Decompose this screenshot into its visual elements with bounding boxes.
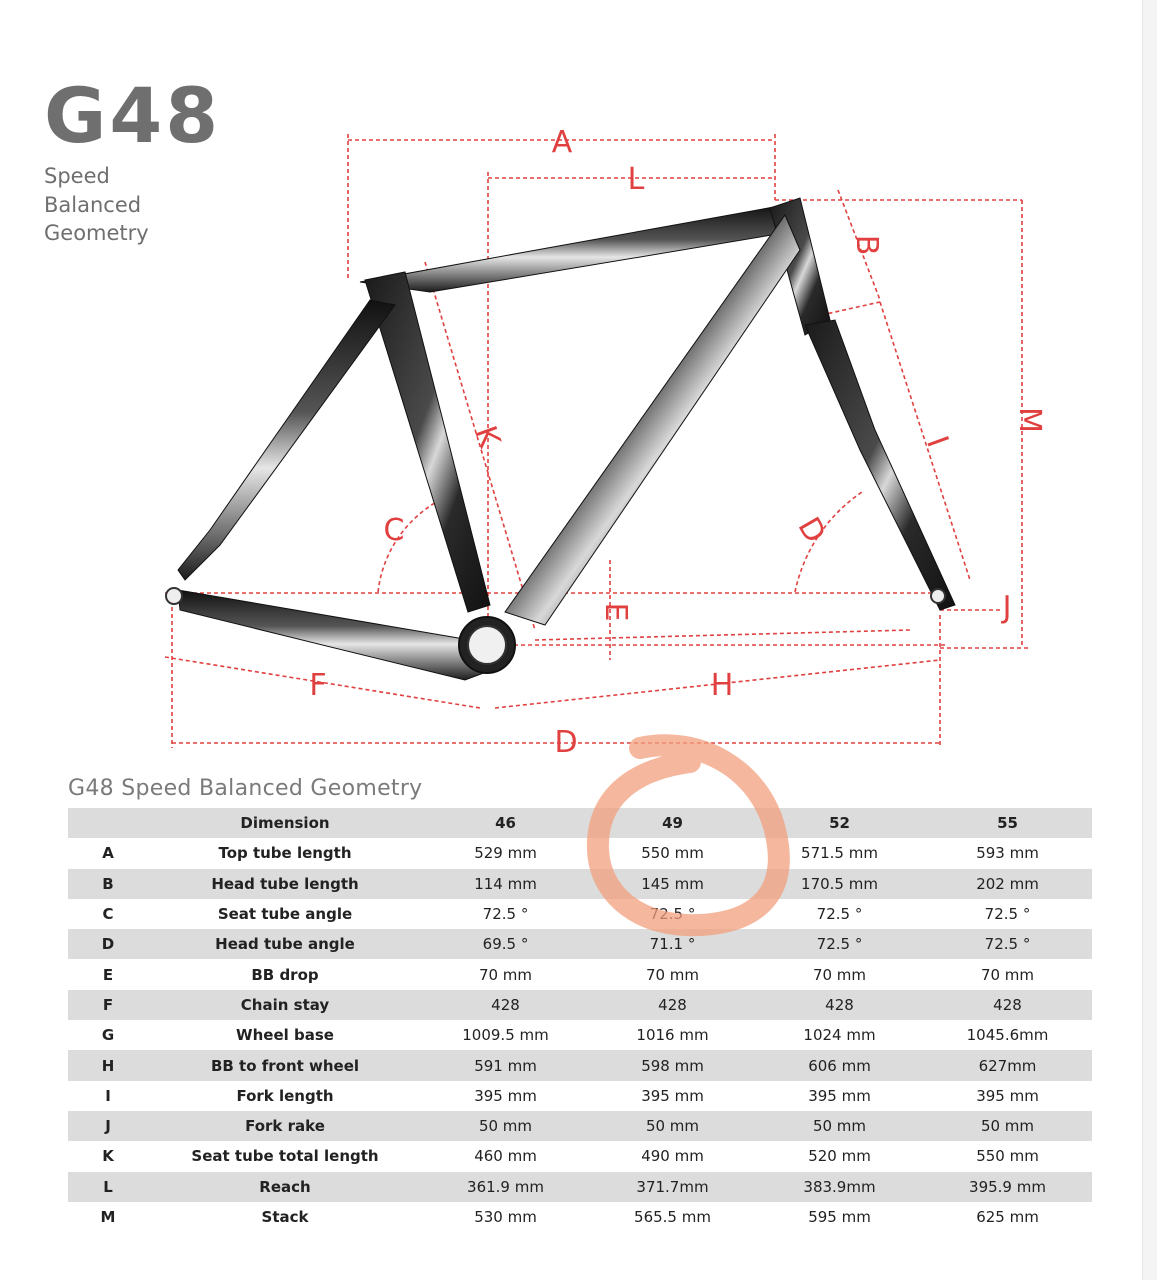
table-row [68, 838, 1092, 868]
row-dimension: Reach [148, 1172, 422, 1202]
row-code: C [102, 905, 114, 924]
row-dimension: Head tube length [148, 869, 422, 899]
dim-label-d-angle: D [790, 511, 833, 550]
row-value: 70 mm [645, 965, 700, 984]
row-value: 529 mm [474, 844, 537, 863]
table-row [68, 1111, 1092, 1141]
row-value: 50 mm [422, 1111, 589, 1141]
row-value: 170.5 mm [756, 869, 923, 899]
row-value: 428 [756, 990, 923, 1020]
row-value: 428 [589, 990, 756, 1020]
row-value: 145 mm [589, 869, 756, 899]
table-row [68, 1081, 1092, 1111]
row-value: 395 mm [474, 1086, 537, 1105]
row-value: 550 mm [641, 844, 704, 863]
row-value: 383.9mm [756, 1172, 923, 1202]
dim-label-m: M [1012, 407, 1047, 433]
row-dimension: BB drop [251, 965, 319, 984]
row-value: 70 mm [478, 965, 533, 984]
row-code: F [68, 990, 148, 1020]
row-value: 490 mm [641, 1147, 704, 1166]
table-title: G48 Speed Balanced Geometry [68, 776, 423, 801]
dim-label-j: J [1002, 590, 1012, 625]
frame-geometry-diagram [0, 100, 1157, 780]
row-dimension: Head tube angle [148, 929, 422, 959]
row-dimension: Seat tube angle [217, 905, 353, 924]
table-row [68, 959, 1092, 989]
row-value: 530 mm [474, 1208, 537, 1226]
row-value: 72.5 ° [923, 929, 1092, 959]
table-row [68, 1202, 1092, 1232]
row-value: 595 mm [808, 1208, 871, 1226]
row-value: 593 mm [976, 844, 1039, 863]
row-value: 591 mm [422, 1050, 589, 1080]
brand-subtitle-line: Balanced [44, 192, 142, 217]
brand-subtitle-line: Geometry [44, 221, 149, 245]
row-code: J [68, 1111, 148, 1141]
row-code: D [68, 929, 148, 959]
row-value: 1016 mm [636, 1026, 709, 1045]
dim-label-h: H [710, 668, 734, 703]
row-value: 395 mm [808, 1086, 871, 1105]
dim-label-l: L [627, 162, 645, 197]
row-value: 71.1 ° [589, 929, 756, 959]
row-value: 50 mm [923, 1111, 1092, 1141]
table-header-row [68, 808, 1092, 838]
row-code: M [100, 1208, 116, 1226]
row-code: A [102, 844, 114, 863]
row-value: 202 mm [923, 869, 1092, 899]
row-value: 395 mm [976, 1086, 1039, 1105]
row-dimension: Fork length [236, 1086, 334, 1105]
dim-label-k: K [467, 421, 507, 452]
row-code: H [68, 1050, 148, 1080]
row-code: I [105, 1086, 111, 1105]
table-row [68, 1020, 1092, 1050]
row-value: 550 mm [976, 1147, 1039, 1166]
row-value: 70 mm [980, 965, 1035, 984]
row-value: 371.7mm [589, 1172, 756, 1202]
row-value: 72.5 ° [984, 905, 1031, 924]
row-value: 565.5 mm [634, 1208, 711, 1226]
row-value: 1045.6mm [966, 1026, 1049, 1045]
row-value: 72.5 ° [756, 929, 923, 959]
dim-label-a: A [551, 125, 573, 160]
row-value: 625 mm [976, 1208, 1039, 1226]
row-value: 50 mm [756, 1111, 923, 1141]
row-dimension: Wheel base [236, 1026, 334, 1045]
row-value: 395 mm [641, 1086, 704, 1105]
row-value: 571.5 mm [801, 844, 878, 863]
row-code: K [102, 1147, 114, 1166]
row-value: 627mm [923, 1050, 1092, 1080]
row-value: 1009.5 mm [462, 1026, 549, 1045]
row-value: 72.5 ° [816, 905, 863, 924]
row-value: 520 mm [808, 1147, 871, 1166]
row-value: 428 [923, 990, 1092, 1020]
dim-label-i: I [918, 431, 955, 452]
bike-frame [166, 198, 955, 680]
dim-label-d-wheelbase: D [554, 725, 578, 760]
row-value: 1024 mm [803, 1026, 876, 1045]
row-value: 361.9 mm [422, 1172, 589, 1202]
row-value: 598 mm [589, 1050, 756, 1080]
row-code: L [68, 1172, 148, 1202]
table-row [68, 990, 1092, 1020]
dim-label-b: B [849, 234, 884, 256]
row-dimension: Seat tube total length [191, 1147, 379, 1166]
brand-title: G48 [44, 71, 222, 160]
row-value: 72.5 ° [482, 905, 529, 924]
row-value: 50 mm [589, 1111, 756, 1141]
header-cell-size-55: 55 [923, 808, 1092, 838]
row-code: G [101, 1026, 115, 1045]
row-code: B [68, 869, 148, 899]
row-value: 428 [422, 990, 589, 1020]
row-value: 460 mm [474, 1147, 537, 1166]
table-row [68, 1050, 1092, 1080]
row-dimension: Top tube length [218, 844, 352, 863]
row-value: 114 mm [422, 869, 589, 899]
row-code: E [102, 965, 114, 984]
row-value: 395.9 mm [923, 1172, 1092, 1202]
header-cell-size-52: 52 [756, 808, 923, 838]
row-value: 69.5 ° [422, 929, 589, 959]
table-row [68, 1172, 1092, 1202]
row-value: 72.5 ° [649, 905, 696, 924]
header-cell-size-46: 46 [422, 808, 589, 838]
table-row [68, 929, 1092, 959]
row-dimension: BB to front wheel [148, 1050, 422, 1080]
row-value: 70 mm [812, 965, 867, 984]
table-row [68, 899, 1092, 929]
row-value: 606 mm [756, 1050, 923, 1080]
geometry-table [68, 808, 1092, 1232]
dim-label-c: C [383, 513, 405, 548]
row-dimension: Chain stay [148, 990, 422, 1020]
brand-subtitle-line: Speed [44, 164, 110, 188]
dim-label-f: F [309, 668, 327, 703]
header-cell [68, 808, 148, 838]
row-dimension: Stack [261, 1208, 309, 1226]
table-row [68, 1141, 1092, 1171]
header-cell-dimension: Dimension [148, 808, 422, 838]
table-row [68, 869, 1092, 899]
header-cell-size-49: 49 [589, 808, 756, 838]
dim-label-e: E [598, 602, 633, 622]
row-dimension: Fork rake [148, 1111, 422, 1141]
